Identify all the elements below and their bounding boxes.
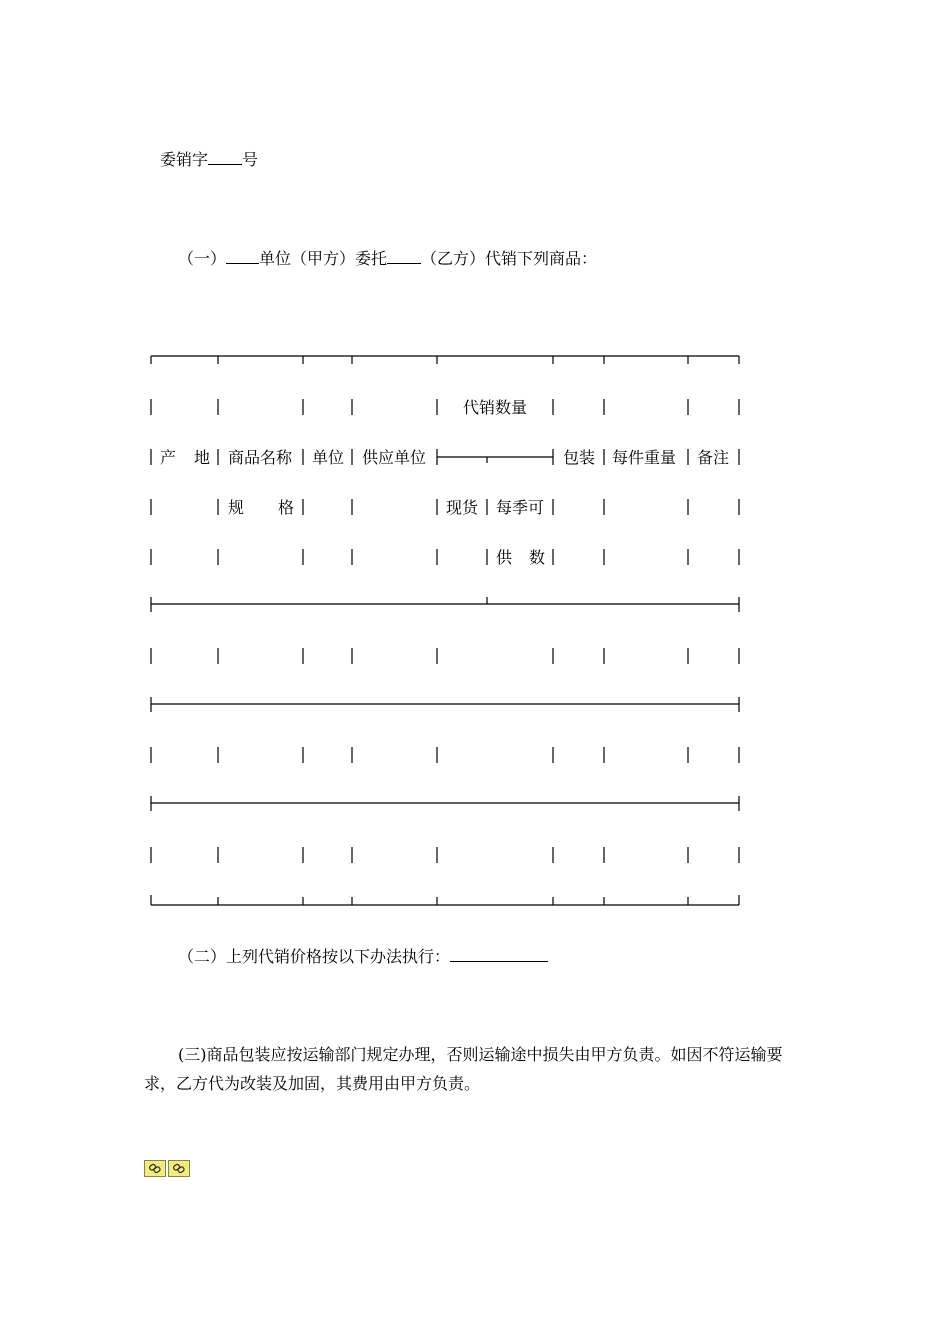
col-qty-label: 代销数量 <box>463 398 528 417</box>
data-row-3-bars <box>151 847 739 863</box>
doc-number-prefix: 委销字 <box>160 150 209 169</box>
bottom-ticks <box>151 895 739 905</box>
table-lines <box>151 356 739 905</box>
col-spec-label-a: 规 <box>228 498 245 517</box>
col-season-label-a: 每季可 <box>496 498 545 517</box>
link-icon[interactable] <box>144 1160 166 1177</box>
link-icon[interactable] <box>168 1160 190 1177</box>
link-icons <box>144 1160 190 1177</box>
col-name-label: 商品名称 <box>228 448 293 467</box>
col-spot-label: 现货 <box>446 498 479 517</box>
clause-3-line-1-text: (三)商品包装应按运输部门规定办理，否则运输途中损失由甲方负责。如因不符运输要 <box>178 1045 783 1064</box>
col-packing-label: 包装 <box>563 448 596 467</box>
col-origin-label-a: 产 <box>160 448 177 467</box>
col-spec-label-b: 格 <box>278 498 295 517</box>
clause-2-text: （二）上列代销价格按以下办法执行： <box>178 947 451 966</box>
col-season-label-b2: 数 <box>529 548 546 567</box>
clause-1-open: （一） <box>178 249 227 268</box>
clause-3-line-1 <box>178 1044 783 1066</box>
clause-3-line-2 <box>144 1073 480 1095</box>
col-supplier-label: 供应单位 <box>362 448 427 467</box>
clause-1-mid1: 单位（甲方）委托 <box>259 249 388 268</box>
clause-2 <box>178 945 548 968</box>
clause-3-line-2-text: 求，乙方代为改装及加固，其费用由甲方负责。 <box>144 1074 481 1093</box>
col-season-label-b1: 供 <box>496 548 513 567</box>
col-unit-label: 单位 <box>312 448 345 467</box>
chain-icon <box>172 1162 186 1175</box>
data-row-1-bars <box>151 648 739 664</box>
price-method-blank <box>450 945 548 962</box>
data-row-2-bars <box>151 747 739 763</box>
chain-icon <box>148 1162 162 1175</box>
col-weight-label: 每件重量 <box>612 448 677 467</box>
clause-1-mid2: （乙方）代销下列商品： <box>421 249 598 268</box>
col-remark-label: 备注 <box>697 448 730 467</box>
table-header-labels <box>160 398 729 567</box>
top-ticks <box>151 356 739 364</box>
col-origin-label-b: 地 <box>194 448 211 467</box>
doc-number-suffix: 号 <box>242 150 259 169</box>
header-row-bars <box>151 399 739 565</box>
